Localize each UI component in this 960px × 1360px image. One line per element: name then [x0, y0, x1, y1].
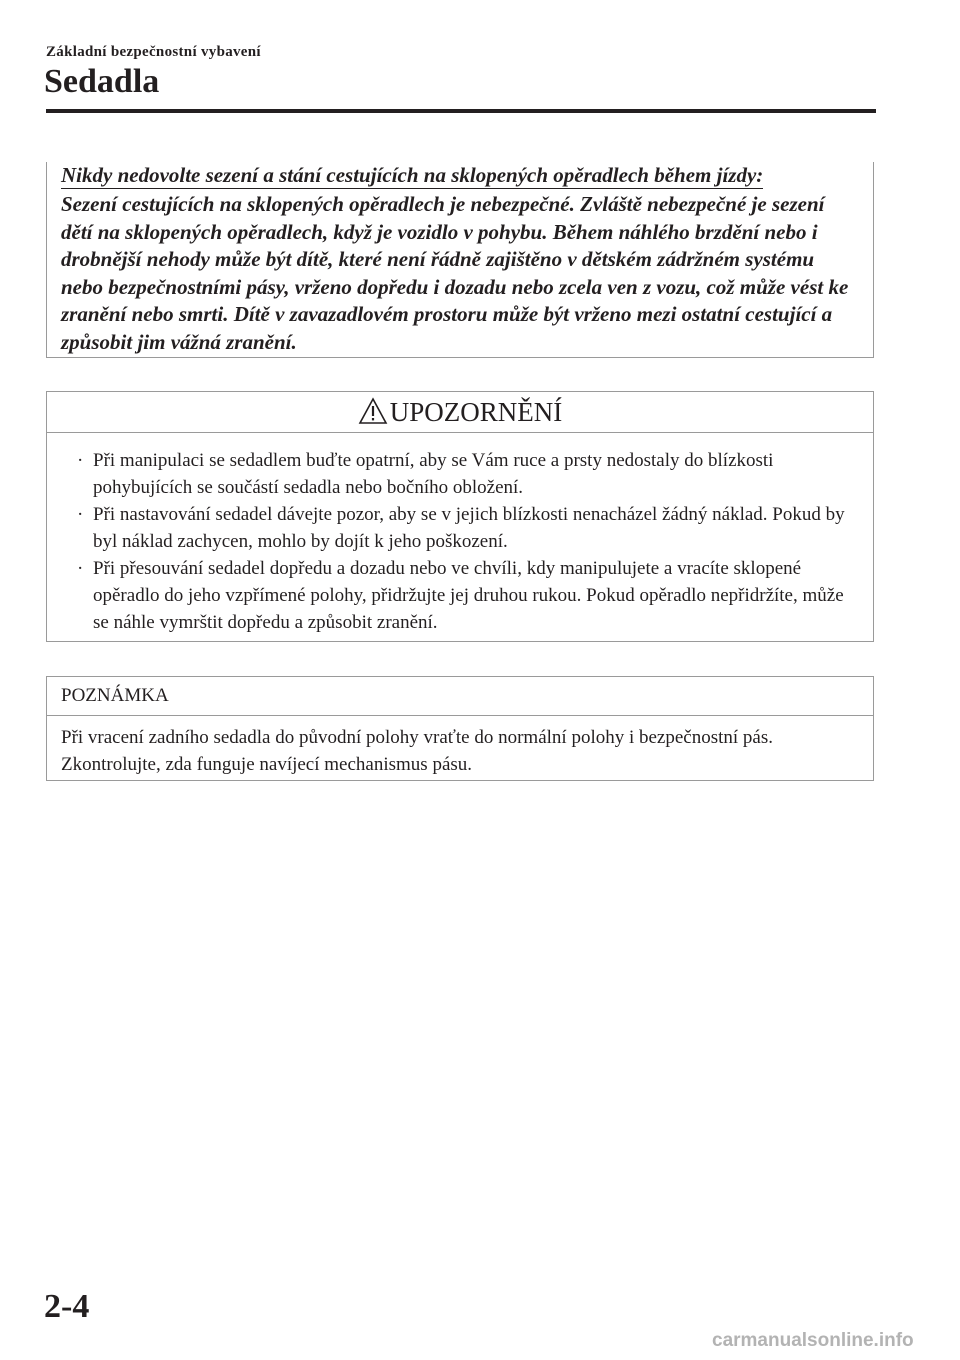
warning-heading: Nikdy nedovolte sezení a stání cestujících na sklopených opěradlech během jízdy:	[61, 163, 764, 187]
note-title: POZNÁMKA	[47, 677, 873, 716]
list-item	[77, 447, 853, 501]
caution-header	[47, 392, 873, 433]
list-item	[77, 555, 853, 636]
bullet: ·	[77, 504, 84, 525]
caution-title: UPOZORNĚNÍ	[389, 397, 563, 427]
section-label: Základní bezpečnostní vybavení	[46, 44, 261, 60]
caution-list	[47, 447, 873, 636]
bullet: ·	[77, 558, 84, 579]
page-number: 2-4	[44, 1288, 90, 1325]
list-item	[77, 501, 853, 555]
watermark: carmanualsonline.info	[712, 1330, 914, 1351]
caution-item-text: Při přesouvání sedadel dopředu a dozadu nebo ve chvíli, kdy manipulujete a vracíte sklopené opěradlo do jeho vzpřímené polohy, přidržujte jej druhou rukou. Pokud opěradlo nepřidržíte, může se náhle vymrštit dopředu a způsobit zranění.	[93, 558, 844, 633]
caution-item-text: Při nastavování sedadel dávejte pozor, aby se v jejich blízkosti nenacházel žádný náklad. Pokud by byl náklad zachycen, mohlo by dojít k jeho poškození.	[93, 504, 845, 552]
note-body: Při vracení zadního sedadla do původní polohy vraťte do normální polohy i bezpečnostní pás. Zkontrolujte, zda funguje navíjecí mechanismus pásu.	[61, 727, 774, 775]
caution-item-text: Při manipulaci se sedadlem buďte opatrní, aby se Vám ruce a prsty nedostaly do blízkosti pohybujících se součástí sedadla nebo bočního obložení.	[93, 450, 774, 498]
warning-box	[46, 162, 874, 358]
title-divider	[46, 109, 876, 113]
page-title: Sedadla	[44, 63, 160, 100]
note-box	[46, 676, 874, 781]
caution-box	[46, 391, 874, 642]
warning-body: Sezení cestujících na sklopených opěradlech je nebezpečné. Zvláště nebezpečné je sezení dětí na sklopených opěradlech, když je vozidlo v pohybu. Během náhlého brzdění nebo i drobnější nehody může být dítě, které není řádně zajištěno v dětském zádržném systému nebo bezpečnostními pásy, vrženo dopředu i dozadu nebo zcela ven z vozu, což může vést ke zranění nebo smrti. Dítě v zavazadlovém prostoru může být vrženo mezi ostatní cestující a způsobit jim vážná zranění.	[61, 192, 849, 354]
bullet: ·	[77, 450, 84, 471]
warning-triangle-icon	[358, 397, 388, 425]
